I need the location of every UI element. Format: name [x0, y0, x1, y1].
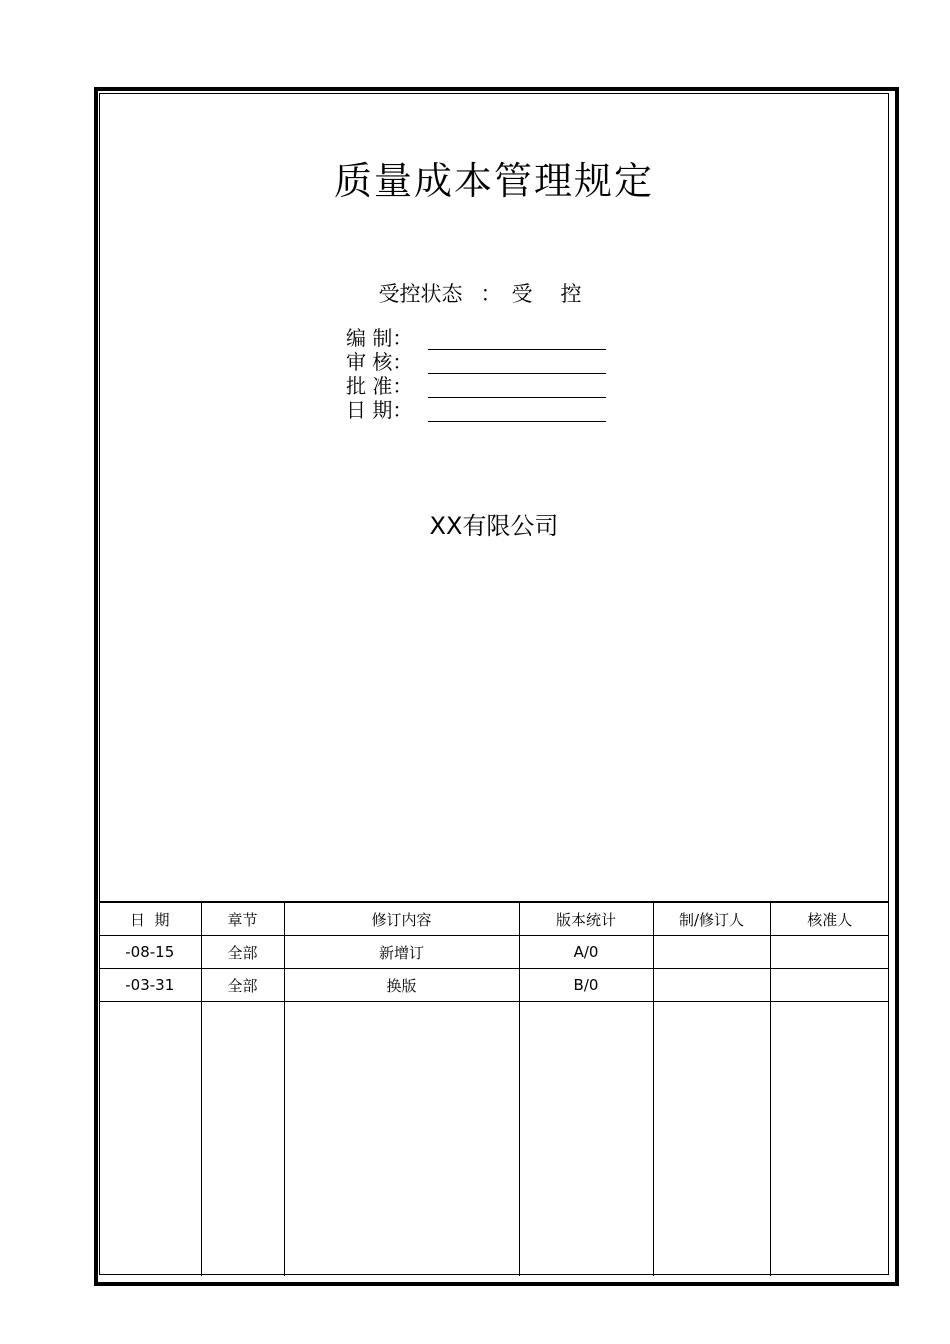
sign-label-approved: 批 准： [346, 374, 413, 398]
row-section: 全部 [201, 936, 284, 969]
header-reviser: 制/修订人 [653, 902, 770, 936]
revision-table-header [99, 902, 889, 936]
document-title: 质量成本管理规定 [333, 159, 654, 203]
table-row [99, 936, 889, 969]
row-date: -08-15 [99, 936, 201, 969]
sign-row-reviewed [346, 350, 606, 374]
signature-block [346, 326, 606, 422]
row-reviser [653, 936, 770, 969]
row-version: B/0 [519, 969, 653, 1002]
sign-label-compiled: 编 制： [346, 326, 413, 350]
header-version: 版本统计 [519, 902, 653, 936]
table-row [99, 969, 889, 1002]
row-content: 换版 [284, 969, 519, 1002]
control-status [99, 278, 889, 308]
sign-row-date [346, 398, 606, 422]
header-section: 章节 [201, 902, 284, 936]
row-reviser [653, 969, 770, 1002]
blank-cell [770, 1002, 889, 1277]
revision-table [99, 901, 889, 1276]
blank-cell [653, 1002, 770, 1277]
control-status-separator: ： [480, 282, 502, 306]
sign-line-date[interactable] [428, 401, 606, 422]
sign-line-approved[interactable] [428, 377, 606, 398]
row-content: 新增订 [284, 936, 519, 969]
sign-row-compiled [346, 326, 606, 350]
sign-line-compiled[interactable] [428, 329, 606, 350]
row-approver [770, 969, 889, 1002]
blank-cell [284, 1002, 519, 1277]
table-row-blank [99, 1002, 889, 1277]
header-date: 日 期 [99, 902, 201, 936]
row-section: 全部 [201, 969, 284, 1002]
control-status-value: 受控 [511, 282, 610, 306]
header-content: 修订内容 [284, 902, 519, 936]
sign-label-reviewed: 审 核： [346, 350, 413, 374]
sign-label-date: 日 期： [346, 398, 413, 422]
control-status-label: 受控状态 [378, 282, 463, 306]
blank-cell [99, 1002, 201, 1277]
blank-cell [201, 1002, 284, 1277]
row-approver [770, 936, 889, 969]
company-name: XX有限公司 [429, 512, 559, 540]
row-version: A/0 [519, 936, 653, 969]
blank-cell [519, 1002, 653, 1277]
sign-line-reviewed[interactable] [428, 353, 606, 374]
sign-row-approved [346, 374, 606, 398]
row-date: -03-31 [99, 969, 201, 1002]
header-approver: 核准人 [770, 902, 889, 936]
